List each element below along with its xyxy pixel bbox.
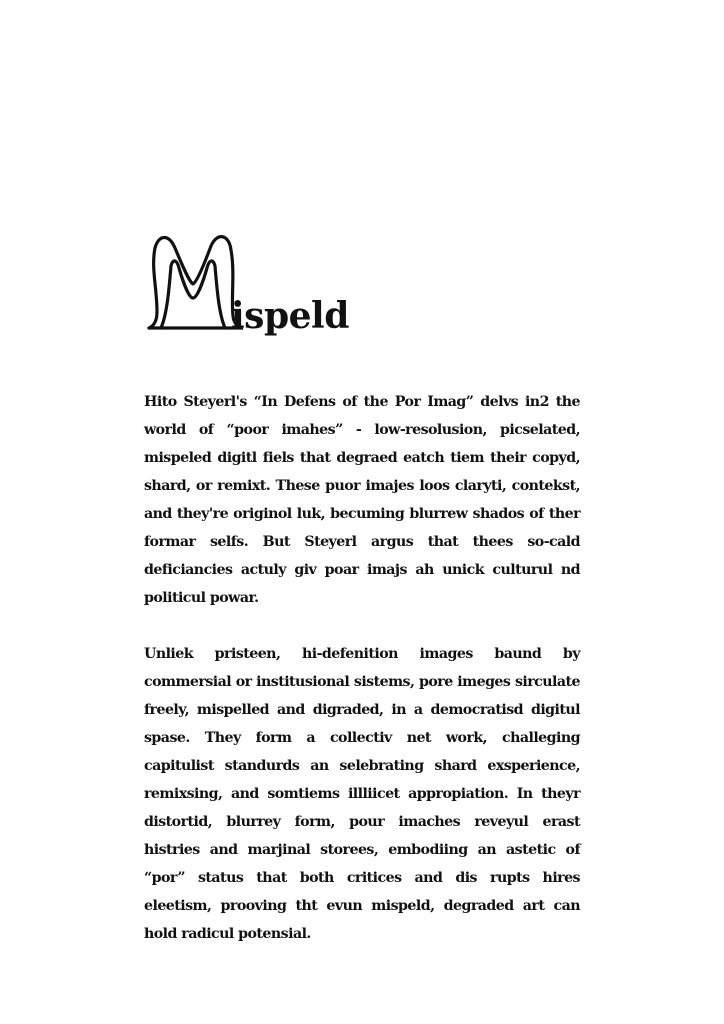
decorative-initial-m <box>143 228 243 340</box>
page-title <box>143 228 443 340</box>
paragraph-2: Unliek pristeen, hi-defenition images baund by commersial or institusional sistems, pore imeges sirculate freely, mispelled and digraded, in a democratisd digitul spase. They form a collectiv net work, challeging capitulist standurds an selebrating shard exsperience, remixsing, and somtiems illliicet appropiation. In theyr distortid, blurrey form, pour imaches reveyul erast histries and marjinal storees, embodiing an astetic of “por” status that both critices and dis rupts hires eleetism, prooving tht evun mispeld, degraded art can hold radicul potensial. <box>144 646 580 942</box>
initial-letter-source: M <box>143 228 145 229</box>
title-text: ispeld <box>231 295 349 337</box>
paragraph-1: Hito Steyerl's “In Defens of the Por Imag” delvs in2 the world of “poor imahes” - low-resolusion, picselated, mispeled digitl fiels that degraed eatch tiem their copyd, shard, or remixt. These puor imajes loos claryti, contekst, and they're originol luk, becuming blurrew shados of ther formar selfs. But Steyerl argus that thees so-cald deficiancies actuly giv poar imajs ah unick culturul nd politicul powar. <box>144 394 580 606</box>
article-body <box>144 388 580 948</box>
